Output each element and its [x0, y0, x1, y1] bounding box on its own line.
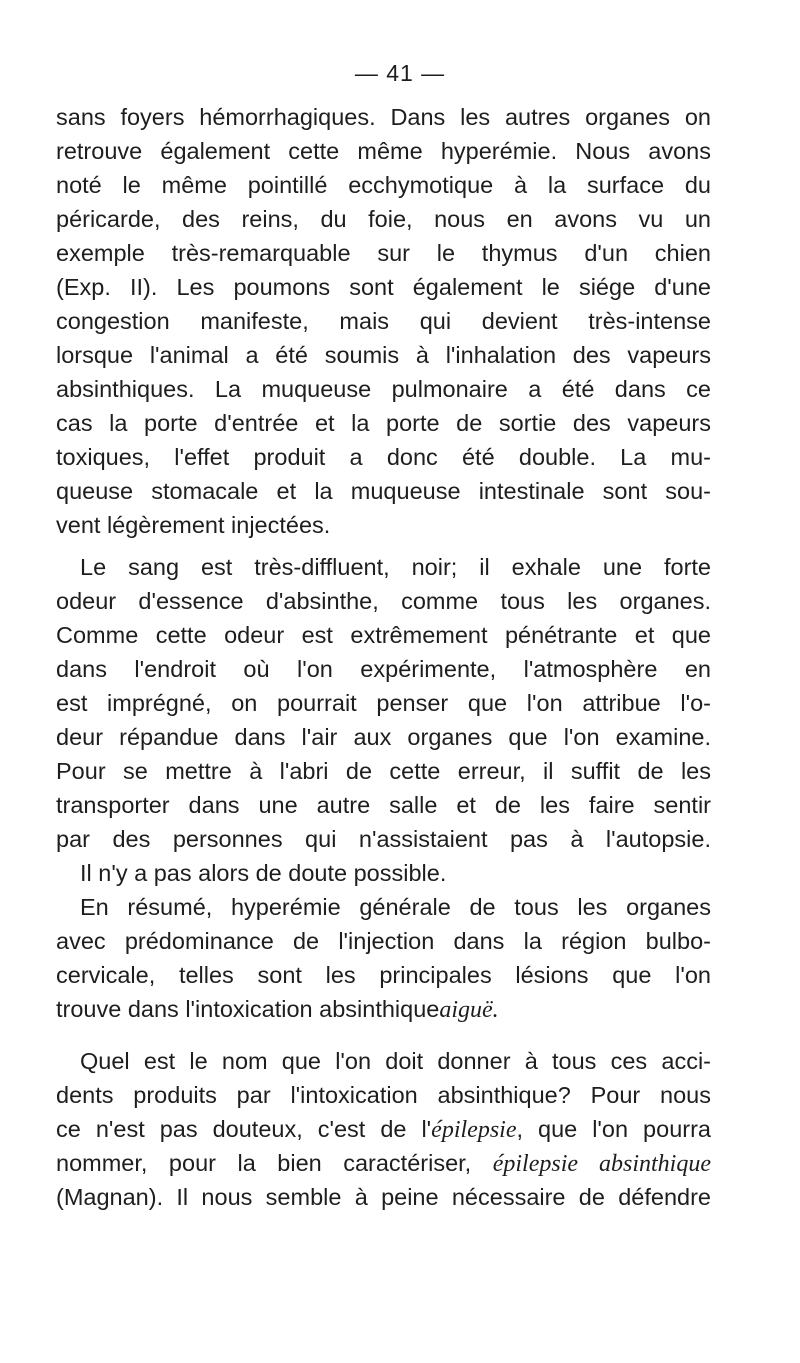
italic-text: aiguë.	[439, 997, 499, 1023]
text-line	[56, 992, 711, 1026]
text-line: Quel est le nom que l'on doit donner à tous ces acci-	[80, 1048, 711, 1074]
text-line: exemple très-remarquable sur le thymus d'un chien	[56, 240, 711, 266]
italic-text: épilepsie absinthique	[492, 1151, 711, 1177]
text-line: sans foyers hémorrhagiques. Dans les autres organes on	[56, 104, 711, 130]
text-line: transporter dans une autre salle et de les faire sentir	[56, 792, 711, 818]
text-line: dents produits par l'intoxication absinthique? Pour nous	[56, 1082, 711, 1108]
text-span: ce n'est pas douteux, c'est de l'	[56, 1116, 432, 1142]
text-line: cervicale, telles sont les principales lésions que l'on	[56, 962, 711, 988]
text-line: (Magnan). Il nous semble à peine nécessaire de défendre	[56, 1184, 711, 1210]
italic-text: épilepsie	[431, 1117, 517, 1143]
text-line: est imprégné, on pourrait penser que l'on attribue l'o-	[56, 690, 711, 716]
text-line: congestion manifeste, mais qui devient très-intense	[56, 308, 711, 334]
text-span: nommer, pour la bien caractériser,	[56, 1150, 493, 1176]
text-line: Comme cette odeur est extrêmement pénétrante et que	[56, 622, 711, 648]
text-line: deur répandue dans l'air aux organes que l'on examine.	[56, 724, 711, 750]
text-line: odeur d'essence d'absinthe, comme tous les organes.	[56, 588, 711, 614]
text-line: noté le même pointillé ecchymotique à la surface du	[56, 172, 711, 198]
text-line: avec prédominance de l'injection dans la région bulbo-	[56, 928, 711, 954]
text-line: En résumé, hyperémie générale de tous les organes	[80, 894, 711, 920]
text-line: Il n'y a pas alors de doute possible.	[80, 860, 447, 886]
text-line: vent légèrement injectées.	[56, 512, 331, 538]
text-line: (Exp. II). Les poumons sont également le siége d'une	[56, 274, 711, 300]
text-line: péricarde, des reins, du foie, nous en avons vu un	[56, 206, 711, 232]
text-line: dans l'endroit où l'on expérimente, l'atmosphère en	[56, 656, 711, 682]
text-line: toxiques, l'effet produit a donc été double. La mu-	[56, 444, 711, 470]
text-line: queuse stomacale et la muqueuse intestinale sont sou-	[56, 478, 711, 504]
text-line: lorsque l'animal a été soumis à l'inhalation des vapeurs	[56, 342, 711, 368]
text-span: trouve dans l'intoxication absinthique	[56, 996, 440, 1022]
text-span: , que l'on pourra	[516, 1116, 711, 1142]
text-line	[56, 1146, 711, 1180]
text-line	[56, 1112, 711, 1146]
text-line: cas la porte d'entrée et la porte de sortie des vapeurs	[56, 410, 711, 436]
text-line: retrouve également cette même hyperémie. Nous avons	[56, 138, 711, 164]
text-line: absinthiques. La muqueuse pulmonaire a été dans ce	[56, 376, 711, 402]
page-number: — 41 —	[354, 60, 446, 86]
text-line: par des personnes qui n'assistaient pas à l'autopsie.	[56, 826, 711, 852]
text-line: Le sang est très-diffluent, noir; il exhale une forte	[80, 554, 711, 580]
text-line: Pour se mettre à l'abri de cette erreur, il suffit de les	[56, 758, 711, 784]
